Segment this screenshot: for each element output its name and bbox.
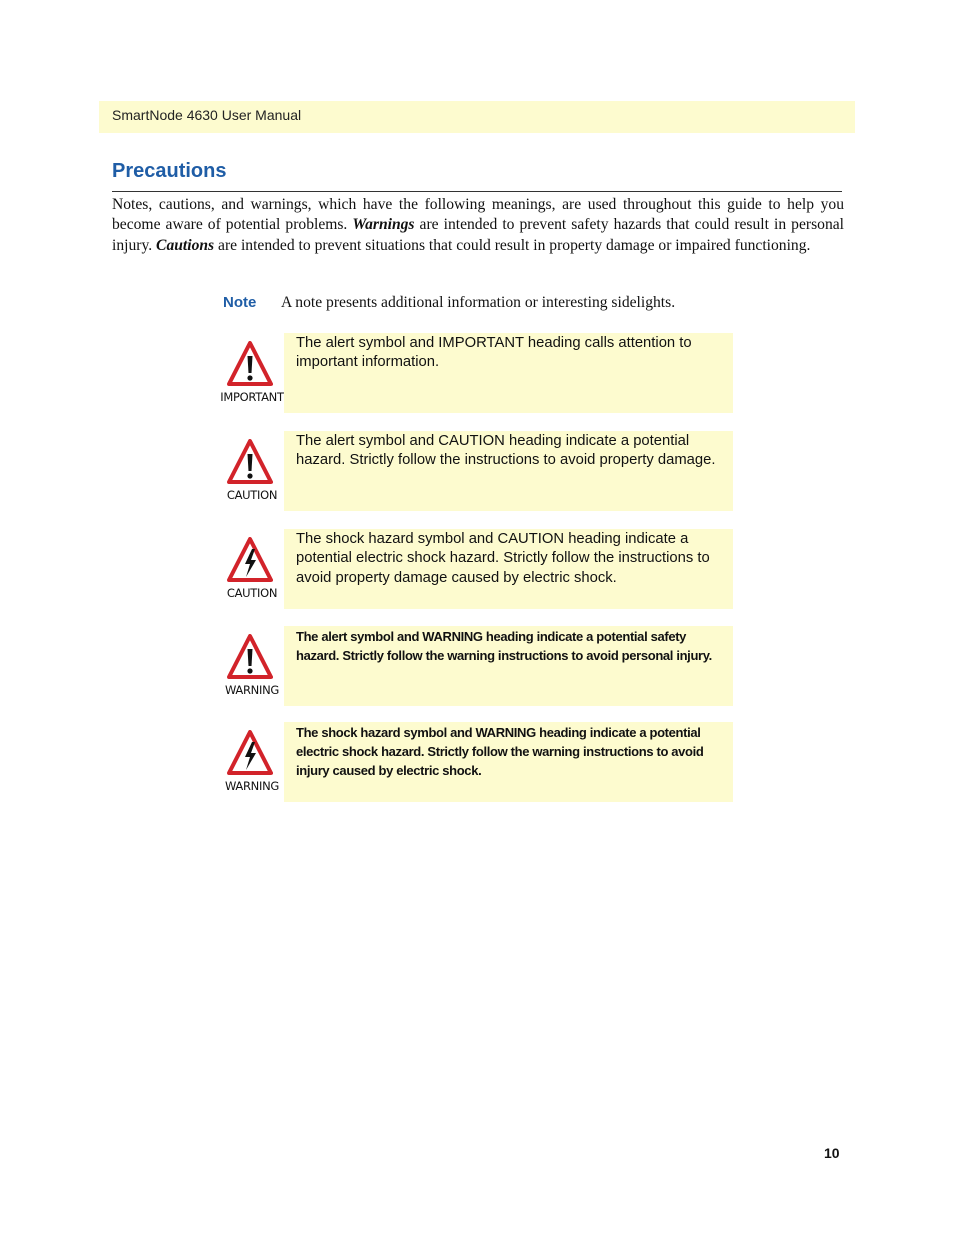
important-callout — [220, 333, 734, 413]
shock-hazard-icon — [227, 730, 273, 776]
warnings-term: Warnings — [352, 216, 415, 234]
running-header — [99, 101, 855, 133]
callout-box — [284, 722, 733, 802]
caution-label: CAUTION — [226, 488, 278, 502]
important-label: IMPORTANT — [220, 390, 284, 404]
shock-caution-callout — [220, 529, 734, 609]
alert-icon — [227, 634, 273, 680]
callout-text: The shock hazard symbol and CAUTION heading indicate a potential electric shock hazard. Strictly follow the instructions to avoid property damage caused by electric shock. — [296, 531, 710, 586]
warning-label: WARNING — [224, 683, 279, 697]
callout-text: The shock hazard symbol and WARNING heading indicate a potential electric shock hazard. Strictly follow the warning instructions to avoid injury caused by electric shock. — [296, 725, 704, 778]
callout-box — [284, 626, 733, 706]
page-number: 10 — [824, 1145, 840, 1161]
alert-icon — [227, 439, 273, 485]
title-rule — [112, 191, 842, 192]
shock-warning-callout — [220, 722, 734, 802]
manual-title: SmartNode 4630 User Manual — [112, 107, 302, 123]
intro-text-2: are intended to prevent safety hazards that could result in personal injury. — [112, 216, 844, 254]
cautions-term: Cautions — [156, 236, 215, 254]
note-label: Note — [223, 294, 257, 311]
warning-callout — [220, 626, 734, 706]
callout-box — [284, 333, 733, 413]
intro-text-1: Notes, cautions, and warnings, which have the following meanings, are used throughout this guide to help you become aware of potential problems. — [112, 196, 844, 234]
intro-text-3: are intended to prevent situations that could result in property damage or impaired functioning. — [214, 236, 811, 254]
caution-callout — [220, 431, 734, 511]
alert-icon — [227, 341, 273, 387]
callout-text: The alert symbol and IMPORTANT heading calls attention to important information. — [296, 335, 692, 371]
section-title: Precautions — [112, 160, 227, 182]
caution-label: CAUTION — [226, 586, 278, 600]
note-text: A note presents additional information or interesting sidelights. — [281, 294, 676, 311]
intro-paragraph — [112, 195, 844, 256]
callout-text: The alert symbol and WARNING heading indicate a potential safety hazard. Strictly follow the warning instructions to avoid personal injury. — [296, 629, 712, 663]
warning-label: WARNING — [224, 779, 279, 793]
callout-text: The alert symbol and CAUTION heading indicate a potential hazard. Strictly follow the instructions to avoid property damage. — [296, 433, 716, 469]
shock-hazard-icon — [227, 537, 273, 583]
callout-box — [284, 529, 733, 609]
callout-box — [284, 431, 733, 511]
